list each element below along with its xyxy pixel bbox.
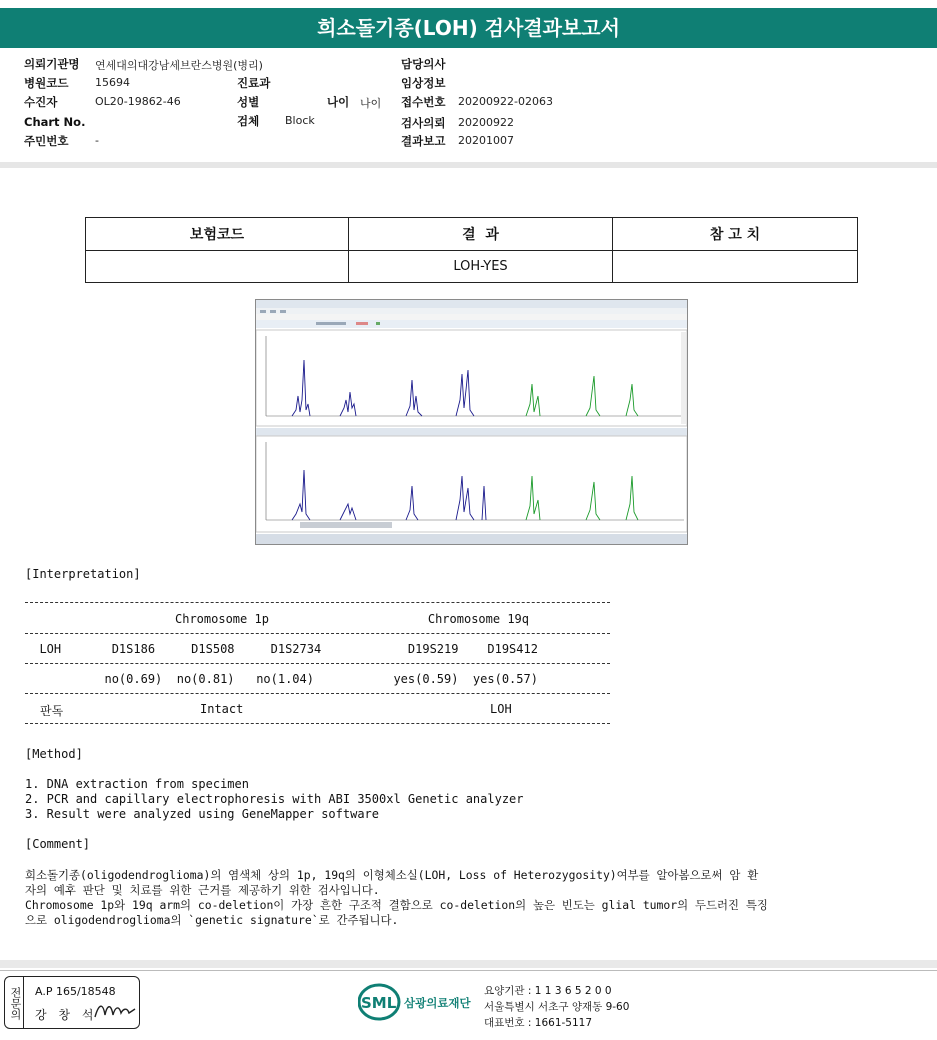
chromosome-group-header: Chromosome 1p Chromosome 19q [175,612,530,626]
clinical-info-label: 임상정보 [401,76,446,90]
stamp-ap-number: A.P 165/18548 [35,985,116,998]
comment-heading: [Comment] [25,837,91,851]
report-title: 희소돌기종(LOH) 검사결과보고서 [0,8,937,48]
specimen-label: 검체 [237,114,260,128]
report-date-label: 결과보고 [401,134,446,148]
age-label: 나이 [327,95,350,109]
result-table [85,217,858,283]
sml-logo [358,982,478,1026]
reference-cell [613,251,858,283]
dash-rule-2 [25,633,610,634]
method-item-2: 2. PCR and capillary electrophoresis with ABI 3500xl Genetic analyzer [25,792,524,806]
method-item-1: 1. DNA extraction from specimen [25,777,249,791]
logo-text: SML [361,994,397,1012]
verdict-19q: LOH [490,702,512,716]
dept-label: 진료과 [237,76,271,90]
footer-rule [0,970,937,971]
ratio-values-row: no(0.69) no(0.81) no(1.04) yes(0.59) yes(0.57) [25,672,538,686]
marker-row: LOH D1S186 D1S508 D1S2734 D19S219 D19S412 [25,642,538,656]
chart-no-label: Chart No. [24,115,86,129]
verdict-label: 판독 [40,704,64,718]
resident-no-value: - [95,134,99,147]
contact-info [484,983,629,1031]
accession-label: 접수번호 [401,95,446,109]
signature-icon [93,999,137,1023]
doctor-label: 담당의사 [401,57,446,71]
institution-value: 연세대의대강남세브란스병원(병리) [95,59,263,72]
verdict-1p: Intact [200,702,244,716]
insurance-code-cell [86,251,349,283]
age-value: 나이 [360,97,382,110]
insurance-code-header: 보험코드 [86,218,349,251]
request-date-value: 20200922 [458,116,514,129]
accession-value: 20200922-02063 [458,95,553,108]
dash-rule-5 [25,723,610,724]
hospital-code-label: 병원코드 [24,76,69,90]
dash-rule-3 [25,663,610,664]
section-divider [0,162,937,168]
reference-header: 참 고 치 [613,218,858,251]
stamp-side-label: 전문의 [4,976,24,1029]
patient-info-section [0,54,937,162]
result-header: 결 과 [348,218,612,251]
dash-rule-4 [25,693,610,694]
receiver-label: 수진자 [24,95,58,109]
comment-line-1: 희소돌기종(oligodendroglioma)의 염색체 상의 1p, 19q의 이형체소실(LOH, Loss of Heterozygosity)여부를 알아봄으로써 암 환 [25,868,759,882]
institution-code: 요양기관 : 1 1 3 6 5 2 0 0 [484,985,612,997]
report-date-value: 20201007 [458,134,514,147]
receiver-value: OL20-19862-46 [95,95,181,108]
hospital-code-value: 15694 [95,76,130,89]
specimen-value: Block [285,114,315,127]
electropherogram-svg [256,300,687,544]
stamp-doctor-name: 강 창 석 [35,1008,98,1022]
institution-label: 의뢰기관명 [24,57,80,71]
comment-line-2: 자의 예후 판단 및 치료를 위한 근거를 제공하기 위한 검사입니다. [25,883,380,897]
electropherogram-image [255,299,688,545]
footer-divider [0,960,937,968]
interpretation-heading: [Interpretation] [25,567,141,581]
result-cell: LOH-YES [348,251,612,283]
address: 서울특별시 서초구 양재동 9-60 [484,1001,630,1013]
org-name: 삼광의료재단 [404,996,471,1010]
phone-number: 대표번호 : 1661-5117 [484,1017,593,1029]
dash-rule-1 [25,602,610,603]
specialist-stamp [4,976,140,1029]
request-date-label: 검사의뢰 [401,116,446,130]
comment-line-4: 으로 oligodendroglioma의 `genetic signature`로 간주됩니다. [25,913,399,927]
resident-no-label: 주민번호 [24,134,69,148]
sml-logo-icon [358,982,478,1022]
sex-label: 성별 [237,95,260,109]
method-heading: [Method] [25,747,83,761]
method-item-3: 3. Result were analyzed using GeneMapper software [25,807,380,821]
comment-line-3: Chromosome 1p와 19q arm의 co-deletion이 가장 흔한 구조적 결함으로 co-deletion의 높은 빈도는 glial tumor의 두드러진 특징 [25,898,768,912]
